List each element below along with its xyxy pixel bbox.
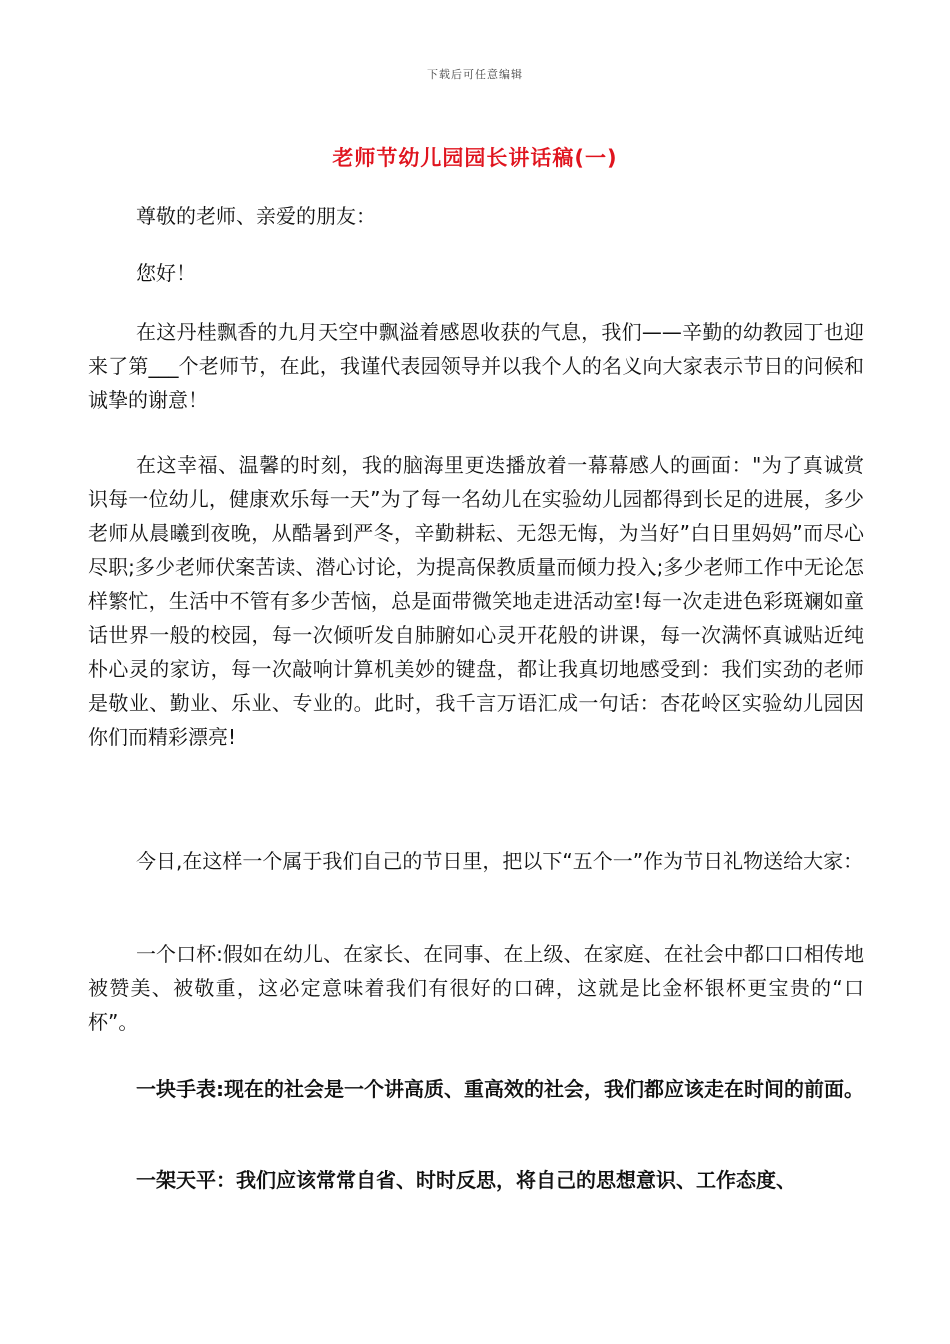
paragraph-gift-scale: 一架天平：我们应该常常自省、时时反思，将自己的思想意识、工作态度、 — [136, 1168, 796, 1192]
paragraph-gifts-intro: 今日,在这样一个属于我们自己的节日里，把以下“五个一”作为节日礼物送给大家： — [136, 849, 864, 873]
header-note: 下载后可任意编辑 — [427, 68, 523, 81]
paragraph-greeting: 您好！ — [136, 261, 196, 285]
paragraph-gift-watch: 一块手表:现在的社会是一个讲高质、重高效的社会，我们都应该走在时间的前面。 — [136, 1077, 864, 1101]
paragraph-opening: 在这丹桂飘香的九月天空中飘溢着感恩收获的气息，我们——辛勤的幼教园丁也迎来了第___个老师节，在此，我谨代表园领导并以我个人的名义向大家表示节日的问候和诚挚的谢意！ — [88, 320, 864, 412]
paragraph-reflection: 在这幸福、温馨的时刻，我的脑海里更迭播放着一幕幕感人的画面："为了真诚赏识每一位幼儿，健康欢乐每一天”为了每一名幼儿在实验幼儿园都得到长足的进展，多少老师从晨曦到夜晚，从酷暑到严冬，辛勤耕耘、无怨无悔，为当好”白日里妈妈”而尽心尽职;多少老师伏案苦读、潜心讨论，为提高保教质量而倾力投入;多少老师工作中无论怎样繁忙，生活中不管有多少苦恼，总是面带微笑地走进活动室!每一次走进色彩斑斓如童话世界一般的校园，每一次倾听发自肺腑如心灵开花般的讲课，每一次满怀真诚贴近纯朴心灵的家访，每一次敲响计算机美妙的键盘，都让我真切地感受到：我们实劲的老师是敬业、勤业、乐业、专业的。此时，我千言万语汇成一句话：杏花岭区实验幼儿园因你们而精彩漂亮! — [88, 453, 864, 749]
document-title: 老师节幼儿园园长讲话稿(一) — [332, 146, 618, 170]
paragraph-gift-cup: 一个口杯:假如在幼儿、在家长、在同事、在上级、在家庭、在社会中都口口相传地被赞美、被敬重，这必定意味着我们有很好的口碑，这就是比金杯银杯更宝贵的“口杯”。 — [88, 942, 864, 1034]
paragraph-salutation: 尊敬的老师、亲爱的朋友： — [136, 204, 376, 228]
